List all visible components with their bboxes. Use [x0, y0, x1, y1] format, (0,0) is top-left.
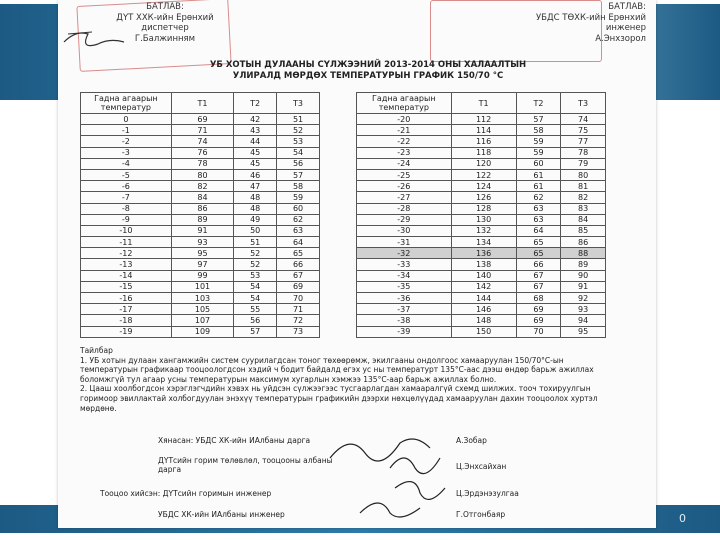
table-cell: 45	[234, 158, 277, 169]
table-cell: -29	[357, 214, 452, 225]
table-row	[357, 248, 606, 259]
table-cell: 93	[561, 304, 606, 315]
table-row	[357, 259, 606, 270]
table-cell: -13	[81, 259, 172, 270]
table-cell: 140	[451, 270, 516, 281]
table-cell: 56	[277, 158, 320, 169]
table-cell: 142	[451, 281, 516, 292]
table-cell: -8	[81, 203, 172, 214]
table-cell: 114	[451, 125, 516, 136]
temperature-table-left	[80, 92, 320, 338]
table-cell: 67	[516, 270, 561, 281]
table-cell: 66	[516, 259, 561, 270]
table-right-header-t3: Т3	[561, 93, 606, 114]
table-cell: -25	[357, 169, 452, 180]
table-left-header-t2: Т2	[234, 93, 277, 114]
table-cell: 54	[234, 281, 277, 292]
table-right-header-outdoor: Гадна агаарын температур	[357, 93, 452, 114]
table-row	[81, 136, 320, 147]
approval-left-line1: ДҮТ ХХК-ийн Ерөнхий	[116, 12, 214, 23]
table-cell: 86	[171, 203, 233, 214]
table-row	[357, 281, 606, 292]
document-title-line1: УБ ХОТЫН ДУЛААНЫ СҮЛЖЭЭНИЙ 2013-2014 ОНЫ ХАЛААЛТЫН	[209, 60, 527, 70]
table-cell: 78	[561, 147, 606, 158]
table-cell: 57	[234, 326, 277, 337]
table-row	[81, 169, 320, 180]
approval-left-line2: диспетчер	[141, 23, 189, 33]
table-cell: 103	[171, 293, 233, 304]
table-cell: -31	[357, 237, 452, 248]
table-row	[357, 293, 606, 304]
notes-paragraph-1: 1. УБ хотын дулаан хангамжийн систем суурилагдсан тоног төхөөрөмж, экилгааны ондолгоос хамааруулан 150/70°С-ын температурын графикаар тооцоологдсон хэдий ч бодит байдалд егэх ус ны температурт 135°С-аас дээш өндөр барьж ажиллах боломжгүй тул агаар усны температурын максимум хугарлын хэмжээ 135°С-аар барьж ажиллах болно.	[80, 355, 594, 384]
table-row	[81, 225, 320, 236]
document-title-line2: УЛИРАЛД МӨРДӨХ ТЕМПЕРАТУРЫН ГРАФИК 150/70 °С	[232, 71, 504, 81]
table-cell: 62	[277, 214, 320, 225]
table-row	[81, 203, 320, 214]
table-cell: 70	[516, 326, 561, 337]
table-cell: -9	[81, 214, 172, 225]
table-cell: -39	[357, 326, 452, 337]
table-cell: -24	[357, 158, 452, 169]
table-cell: -4	[81, 158, 172, 169]
table-cell: -17	[81, 304, 172, 315]
table-cell: 61	[516, 181, 561, 192]
table-row	[81, 181, 320, 192]
table-cell: 69	[516, 315, 561, 326]
table-cell: 44	[234, 136, 277, 147]
table-cell: 84	[171, 192, 233, 203]
table-cell: 118	[451, 147, 516, 158]
table-right-header-t2: Т2	[516, 93, 561, 114]
table-cell: 89	[171, 214, 233, 225]
table-cell: 150	[451, 326, 516, 337]
table-cell: 65	[516, 237, 561, 248]
table-cell: 50	[234, 225, 277, 236]
table-cell: 69	[171, 114, 233, 125]
table-cell: 130	[451, 214, 516, 225]
document-title	[168, 60, 568, 82]
table-cell: 120	[451, 158, 516, 169]
table-cell: -2	[81, 136, 172, 147]
table-cell: 78	[171, 158, 233, 169]
table-cell: 112	[451, 114, 516, 125]
table-cell: 97	[171, 259, 233, 270]
table-cell: 51	[234, 237, 277, 248]
table-cell: -27	[357, 192, 452, 203]
table-cell: 88	[561, 248, 606, 259]
temperature-table-right	[356, 92, 606, 338]
table-cell: 83	[561, 203, 606, 214]
table-left-header-t1: Т1	[171, 93, 233, 114]
table-cell: 64	[277, 237, 320, 248]
table-cell: 59	[516, 136, 561, 147]
signature-role-3: Тооцоо хийсэн: ДҮТсийн горимын инженер	[100, 489, 272, 498]
table-cell: 56	[234, 315, 277, 326]
table-cell: 82	[561, 192, 606, 203]
table-cell: 93	[171, 237, 233, 248]
table-cell: 76	[171, 147, 233, 158]
table-cell: 90	[561, 270, 606, 281]
table-cell: 43	[234, 125, 277, 136]
signature-top-left	[58, 20, 138, 60]
approval-left-title: БАТЛАВ:	[146, 2, 184, 12]
table-cell: 126	[451, 192, 516, 203]
table-cell: -21	[357, 125, 452, 136]
table-cell: 52	[234, 248, 277, 259]
table-cell: -28	[357, 203, 452, 214]
table-row	[357, 114, 606, 125]
table-cell: -35	[357, 281, 452, 292]
table-cell: 68	[516, 293, 561, 304]
table-cell: 95	[561, 326, 606, 337]
table-row	[357, 315, 606, 326]
table-cell: -5	[81, 169, 172, 180]
table-cell: -36	[357, 293, 452, 304]
table-cell: 46	[234, 169, 277, 180]
table-cell: -14	[81, 270, 172, 281]
table-cell: 47	[234, 181, 277, 192]
table-cell: 55	[234, 304, 277, 315]
table-row	[81, 237, 320, 248]
table-cell: 124	[451, 181, 516, 192]
table-cell: 72	[277, 315, 320, 326]
approval-right-title: БАТЛАВ:	[608, 2, 646, 12]
table-cell: 132	[451, 225, 516, 236]
table-cell: 42	[234, 114, 277, 125]
table-row	[357, 214, 606, 225]
table-cell: 69	[516, 304, 561, 315]
table-cell: 107	[171, 315, 233, 326]
table-row	[81, 192, 320, 203]
table-row	[357, 192, 606, 203]
signature-name-3: Ц.Эрдэнэзулгаа	[456, 489, 519, 498]
table-cell: 0	[81, 114, 172, 125]
table-cell: 61	[516, 169, 561, 180]
table-cell: 67	[277, 270, 320, 281]
table-cell: 75	[561, 125, 606, 136]
approval-left-line3: Г.Балжинням	[134, 33, 196, 44]
table-cell: -11	[81, 237, 172, 248]
table-cell: 65	[516, 248, 561, 259]
table-cell: 85	[561, 225, 606, 236]
table-cell: 52	[277, 125, 320, 136]
notes-heading: Тайлбар	[80, 346, 113, 355]
table-row	[81, 147, 320, 158]
table-cell: 63	[516, 203, 561, 214]
table-cell: 54	[277, 147, 320, 158]
table-row	[357, 326, 606, 337]
table-cell: -30	[357, 225, 452, 236]
table-cell: 60	[277, 203, 320, 214]
table-cell: 89	[561, 259, 606, 270]
signature-role-1: Хянасан: УБДС ХК-ийн ИАлбаны дарга	[158, 436, 311, 445]
table-cell: -22	[357, 136, 452, 147]
table-row	[357, 125, 606, 136]
table-row	[357, 181, 606, 192]
table-cell: 59	[277, 192, 320, 203]
table-cell: -26	[357, 181, 452, 192]
table-cell: 45	[234, 147, 277, 158]
signature-role-4: УБДС ХК-ийн ИАлбаны инженер	[158, 510, 285, 519]
table-cell: 57	[277, 169, 320, 180]
table-cell: 62	[516, 192, 561, 203]
table-row	[357, 203, 606, 214]
signature-name-2: Ц.Энхсайхан	[456, 462, 507, 471]
signature-name-4: Г.Отгонбаяр	[456, 510, 506, 519]
table-cell: -3	[81, 147, 172, 158]
table-cell: 66	[277, 259, 320, 270]
table-row	[357, 270, 606, 281]
table-cell: 48	[234, 192, 277, 203]
table-cell: 59	[516, 147, 561, 158]
table-cell: 81	[561, 181, 606, 192]
approval-right-line1: УБДС ТӨХК-ийн Ерөнхий	[535, 12, 646, 23]
table-cell: 67	[516, 281, 561, 292]
table-row	[357, 158, 606, 169]
table-left-header-outdoor: Гадна агаарын температур	[81, 93, 172, 114]
table-cell: 91	[171, 225, 233, 236]
table-row	[81, 158, 320, 169]
table-cell: 146	[451, 304, 516, 315]
table-cell: -18	[81, 315, 172, 326]
table-row	[81, 270, 320, 281]
table-cell: 52	[234, 259, 277, 270]
table-left-header-t3: Т3	[277, 93, 320, 114]
table-right-header-t1: Т1	[451, 93, 516, 114]
table-cell: -34	[357, 270, 452, 281]
table-cell: 84	[561, 214, 606, 225]
table-cell: 63	[516, 214, 561, 225]
table-cell: 54	[234, 293, 277, 304]
table-cell: -7	[81, 192, 172, 203]
table-cell: 57	[516, 114, 561, 125]
table-cell: 94	[561, 315, 606, 326]
table-cell: 63	[277, 225, 320, 236]
table-cell: 136	[451, 248, 516, 259]
table-cell: 71	[171, 125, 233, 136]
table-row	[357, 147, 606, 158]
table-cell: 91	[561, 281, 606, 292]
table-cell: 74	[171, 136, 233, 147]
notes-section	[80, 346, 610, 413]
table-row	[81, 125, 320, 136]
table-cell: 134	[451, 237, 516, 248]
table-row	[357, 304, 606, 315]
table-cell: 49	[234, 214, 277, 225]
table-cell: -1	[81, 125, 172, 136]
table-cell: 77	[561, 136, 606, 147]
table-cell: 65	[277, 248, 320, 259]
table-cell: 122	[451, 169, 516, 180]
table-cell: 128	[451, 203, 516, 214]
table-cell: -19	[81, 326, 172, 337]
table-cell: 69	[277, 281, 320, 292]
table-cell: 64	[516, 225, 561, 236]
table-cell: 82	[171, 181, 233, 192]
table-row	[81, 248, 320, 259]
table-cell: -15	[81, 281, 172, 292]
table-row	[357, 225, 606, 236]
table-cell: -12	[81, 248, 172, 259]
table-cell: 138	[451, 259, 516, 270]
table-cell: 70	[277, 293, 320, 304]
table-row	[81, 114, 320, 125]
table-row	[81, 315, 320, 326]
table-cell: 74	[561, 114, 606, 125]
table-cell: -38	[357, 315, 452, 326]
table-cell: 53	[234, 270, 277, 281]
table-cell: 79	[561, 158, 606, 169]
table-cell: 92	[561, 293, 606, 304]
table-cell: -37	[357, 304, 452, 315]
table-cell: 95	[171, 248, 233, 259]
approval-right-line3: А.Энхзорол	[595, 33, 646, 44]
signature-role-2: ДҮТсийн горим төлөвлөл, тооцооны албаны дарга	[158, 456, 333, 474]
table-cell: 73	[277, 326, 320, 337]
table-cell: 116	[451, 136, 516, 147]
table-cell: 58	[277, 181, 320, 192]
table-row	[357, 237, 606, 248]
table-cell: 71	[277, 304, 320, 315]
scanned-document	[58, 0, 656, 528]
table-cell: 148	[451, 315, 516, 326]
table-cell: 109	[171, 326, 233, 337]
table-cell: 99	[171, 270, 233, 281]
table-cell: -32	[357, 248, 452, 259]
approval-right-line2: инженер	[605, 23, 646, 33]
approval-right	[496, 2, 646, 44]
table-cell: 144	[451, 293, 516, 304]
notes-paragraph-2: 2. Цааш хоолбогдсон хэрэглэгчдийн хэвэх нь уйдсэн сүлжээгээс тусгаарлагдан хамааралгүй схемд шилжих. тооч тохируулгын горимоор эвиллактай холбогдуулан энэхүү температурын графикийн дээрхи нөхцөлүүдад хамааруулан дахин тооцоолох хуртэл мөрдөнө.	[80, 384, 598, 413]
table-cell: -20	[357, 114, 452, 125]
table-row	[81, 304, 320, 315]
table-cell: 105	[171, 304, 233, 315]
table-row	[357, 169, 606, 180]
table-cell: 58	[516, 125, 561, 136]
table-row	[81, 259, 320, 270]
table-row	[81, 281, 320, 292]
table-row	[81, 214, 320, 225]
table-cell: 101	[171, 281, 233, 292]
table-cell: 80	[171, 169, 233, 180]
table-row	[357, 136, 606, 147]
table-cell: 86	[561, 237, 606, 248]
table-row	[81, 293, 320, 304]
table-cell: 48	[234, 203, 277, 214]
table-cell: -33	[357, 259, 452, 270]
signature-name-1: А.Зобар	[456, 436, 487, 445]
table-cell: 60	[516, 158, 561, 169]
table-cell: -23	[357, 147, 452, 158]
signatures-handwritten	[320, 428, 460, 528]
table-row	[81, 326, 320, 337]
table-cell: 80	[561, 169, 606, 180]
table-cell: -10	[81, 225, 172, 236]
table-cell: -16	[81, 293, 172, 304]
table-cell: 51	[277, 114, 320, 125]
table-cell: -6	[81, 181, 172, 192]
page-number: 0	[679, 512, 686, 525]
table-cell: 53	[277, 136, 320, 147]
